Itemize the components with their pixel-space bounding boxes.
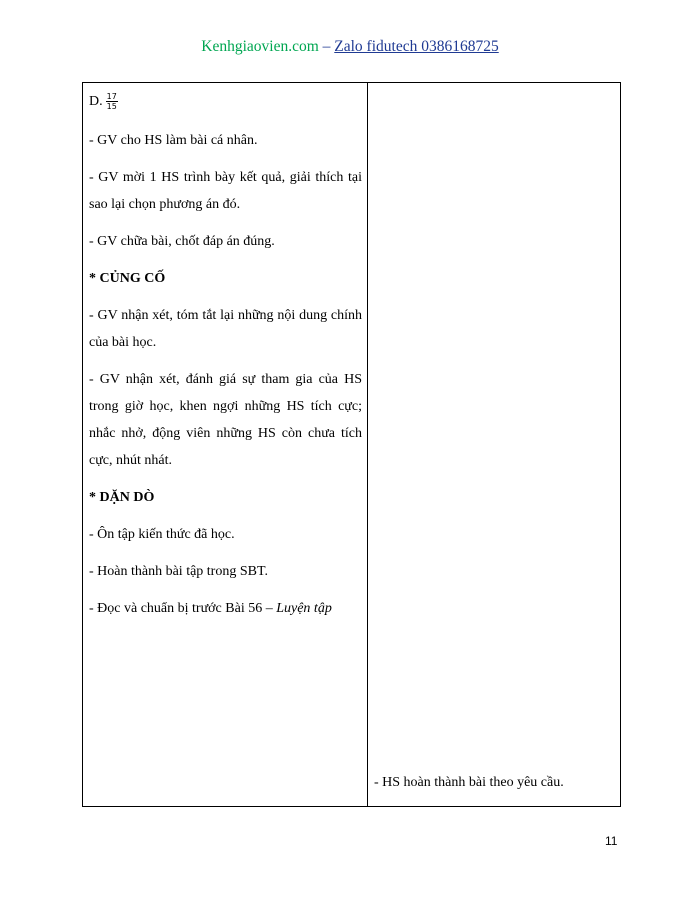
option-label: D. [89,93,103,109]
paragraph-review: - Ôn tập kiến thức đã học. [89,527,235,542]
paragraph-next-lesson [89,595,362,622]
header-contact-link[interactable]: Zalo fidutech 0386168725 [334,38,499,55]
page-header [0,38,700,56]
answer-option-d [89,87,362,115]
heading-consolidation: * CỦNG CỐ [89,271,166,286]
lesson-table [82,82,621,807]
paragraph-evaluation: - GV nhận xét, đánh giá sự tham gia của HS trong giờ học, khen ngợi những HS tích cực; nhắc nhở, động viên những HS còn chưa tích cực, nhút nhát. [89,372,362,468]
paragraph-correct-answer: - GV chữa bài, chốt đáp án đúng. [89,234,275,249]
header-separator: – [318,38,335,55]
paragraph-individual-work: - GV cho HS làm bài cá nhân. [89,133,258,148]
student-complete-text: - HS hoàn thành bài theo yêu cầu. [374,775,564,790]
next-lesson-title: Luyện tập [276,601,332,616]
teacher-activity-cell [83,83,368,807]
next-lesson-prefix: - Đọc và chuẩn bị trước Bài 56 – [89,601,277,616]
student-activity-cell [368,83,621,807]
table-row [83,83,621,807]
paragraph-summary: - GV nhận xét, tóm tắt lại những nội dung chính của bài học. [89,308,362,350]
header-site-link[interactable]: Kenhgiaovien.com [201,38,319,55]
paragraph-present-result: - GV mời 1 HS trình bày kết quả, giải thích tại sao lại chọn phương án đó. [89,170,362,212]
page-number: 11 [605,834,618,848]
fraction-numerator: 17 [106,91,117,101]
fraction [106,92,118,111]
heading-homework: * DẶN DÒ [89,490,155,505]
paragraph-workbook: - Hoàn thành bài tập trong SBT. [89,564,268,579]
fraction-denominator: 15 [106,101,117,111]
